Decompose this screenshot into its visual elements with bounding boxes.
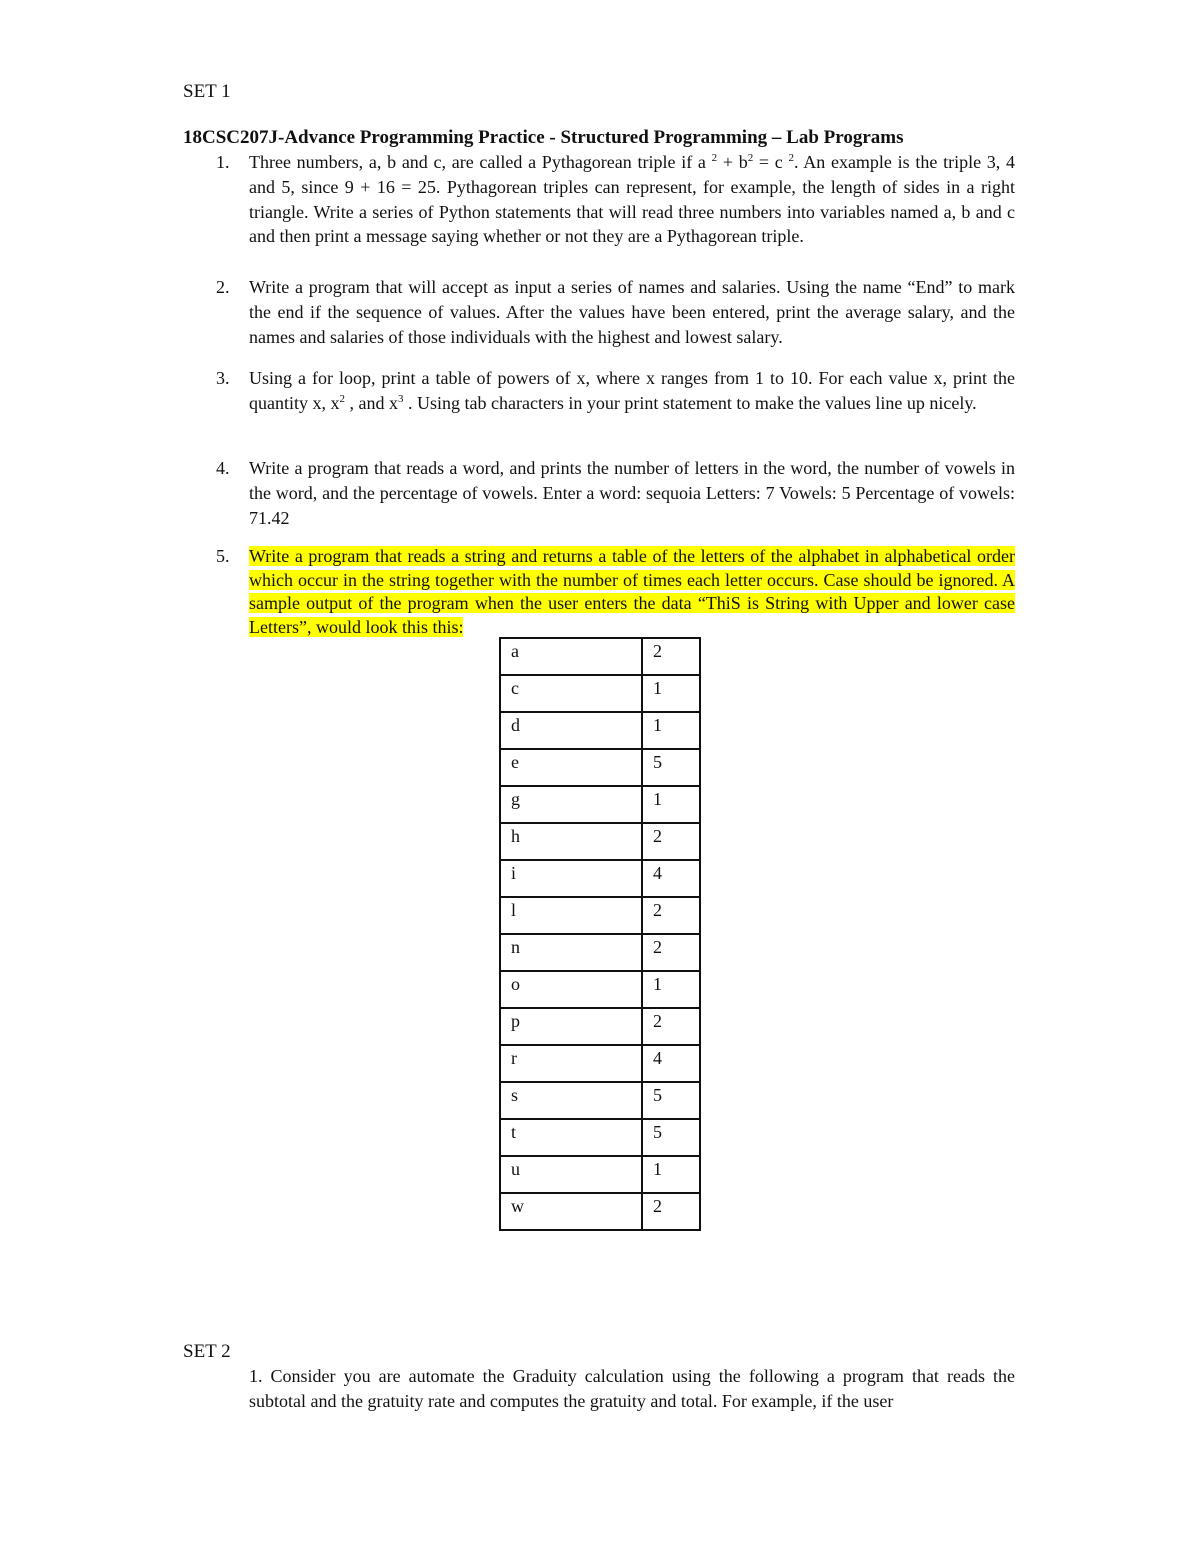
count-cell: 4: [642, 1045, 700, 1082]
letter-cell: r: [500, 1045, 642, 1082]
count-cell: 2: [642, 1193, 700, 1230]
highlighted-text: Write a program that reads a string and returns a table of the letters of the alphabet in alphabetical order which occur in the string together with the number of times each letter occurs. Case should be ignored. A sample output of the program when the user enters the data “ThiS is String with Upper and lower case Letters”, would look this this:: [249, 546, 1015, 637]
list-item-number: 3.: [216, 368, 230, 388]
table-row: [500, 749, 700, 786]
list-item-number: 4.: [216, 458, 230, 478]
table-row: [500, 675, 700, 712]
count-cell: 5: [642, 749, 700, 786]
letter-cell: i: [500, 860, 642, 897]
letter-cell: g: [500, 786, 642, 823]
letter-cell: c: [500, 675, 642, 712]
list-item-4: [216, 456, 1015, 530]
item-text: Write a program that reads a word, and prints the number of letters in the word, the number of vowels in the word, and the percentage of vowels. Enter a word: sequoia Letters: 7 Vowels: 5 Percentage of vowels: 71.42: [249, 458, 1015, 528]
count-cell: 5: [642, 1082, 700, 1119]
letter-cell: e: [500, 749, 642, 786]
list-item-number: 5.: [216, 546, 230, 566]
count-cell: 1: [642, 712, 700, 749]
table-row: [500, 1082, 700, 1119]
item-text: Using a for loop, print a table of powers of x, where x ranges from 1 to 10. For each value x, print the quantity x, x: [249, 368, 1015, 413]
item-text: . Using tab characters in your print statement to make the values line up nicely.: [403, 392, 977, 413]
count-cell: 1: [642, 786, 700, 823]
count-cell: 2: [642, 638, 700, 675]
item-text: Three numbers, a, b and c, are called a Pythagorean triple if a: [249, 152, 712, 172]
item-text: + b: [717, 152, 748, 172]
superscript: 2: [747, 152, 754, 164]
table-row: [500, 860, 700, 897]
list-item-number: 2.: [216, 277, 230, 297]
item-text: . An example is the triple 3, 4 and 5, since 9 + 16 = 25. Pythagorean triples can represent, for example, the length of sides in a right triangle. Write a series of Python statements that will read three numbers into variables named a, b and c and then print a message saying whether or not they are a Pythagorean triple.: [249, 152, 1015, 247]
list-item-2: [216, 275, 1015, 349]
table-row: [500, 786, 700, 823]
superscript: 2: [711, 152, 718, 164]
list-item-3: [216, 366, 1015, 416]
table-row: [500, 823, 700, 860]
count-cell: 1: [642, 1156, 700, 1193]
count-cell: 2: [642, 823, 700, 860]
letter-cell: p: [500, 1008, 642, 1045]
table-row: [500, 638, 700, 675]
count-cell: 1: [642, 971, 700, 1008]
table-row: [500, 1119, 700, 1156]
list-item-1: [216, 150, 1015, 249]
superscript: 3: [398, 392, 404, 405]
set2-item-1: 1. Consider you are automate the Graduity calculation using the following a program that reads the subtotal and the gratuity rate and computes the gratuity and total. For example, if the user: [249, 1366, 1015, 1411]
list-item-5: [216, 545, 1015, 639]
list-item-number: 1.: [216, 152, 230, 172]
letter-cell: t: [500, 1119, 642, 1156]
table-row: [500, 971, 700, 1008]
table-row: [500, 897, 700, 934]
letter-cell: a: [500, 638, 642, 675]
superscript: 2: [339, 392, 345, 405]
set2-label: SET 2: [183, 1341, 231, 1362]
table-row: [500, 1156, 700, 1193]
count-cell: 2: [642, 897, 700, 934]
letter-cell: d: [500, 712, 642, 749]
count-cell: 1: [642, 675, 700, 712]
count-cell: 2: [642, 934, 700, 971]
superscript: 2: [788, 152, 795, 164]
table-row: [500, 1193, 700, 1230]
table-row: [500, 934, 700, 971]
letter-frequency-table: [499, 637, 701, 1231]
count-cell: 4: [642, 860, 700, 897]
item-text: , and x: [345, 392, 398, 413]
count-cell: 2: [642, 1008, 700, 1045]
table-row: [500, 1008, 700, 1045]
table-row: [500, 1045, 700, 1082]
letter-cell: n: [500, 934, 642, 971]
table-row: [500, 712, 700, 749]
letter-cell: w: [500, 1193, 642, 1230]
letter-cell: u: [500, 1156, 642, 1193]
letter-cell: h: [500, 823, 642, 860]
count-cell: 5: [642, 1119, 700, 1156]
item-text: Write a program that will accept as input a series of names and salaries. Using the name “End” to mark the end if the sequence of values. After the values have been entered, print the average salary, and the names and salaries of those individuals with the highest and lowest salary.: [249, 277, 1015, 347]
set1-label: SET 1: [183, 81, 231, 102]
letter-cell: l: [500, 897, 642, 934]
item-text: = c: [753, 152, 789, 172]
document-title: 18CSC207J-Advance Programming Practice - Structured Programming – Lab Programs: [183, 127, 904, 148]
letter-cell: s: [500, 1082, 642, 1119]
letter-cell: o: [500, 971, 642, 1008]
